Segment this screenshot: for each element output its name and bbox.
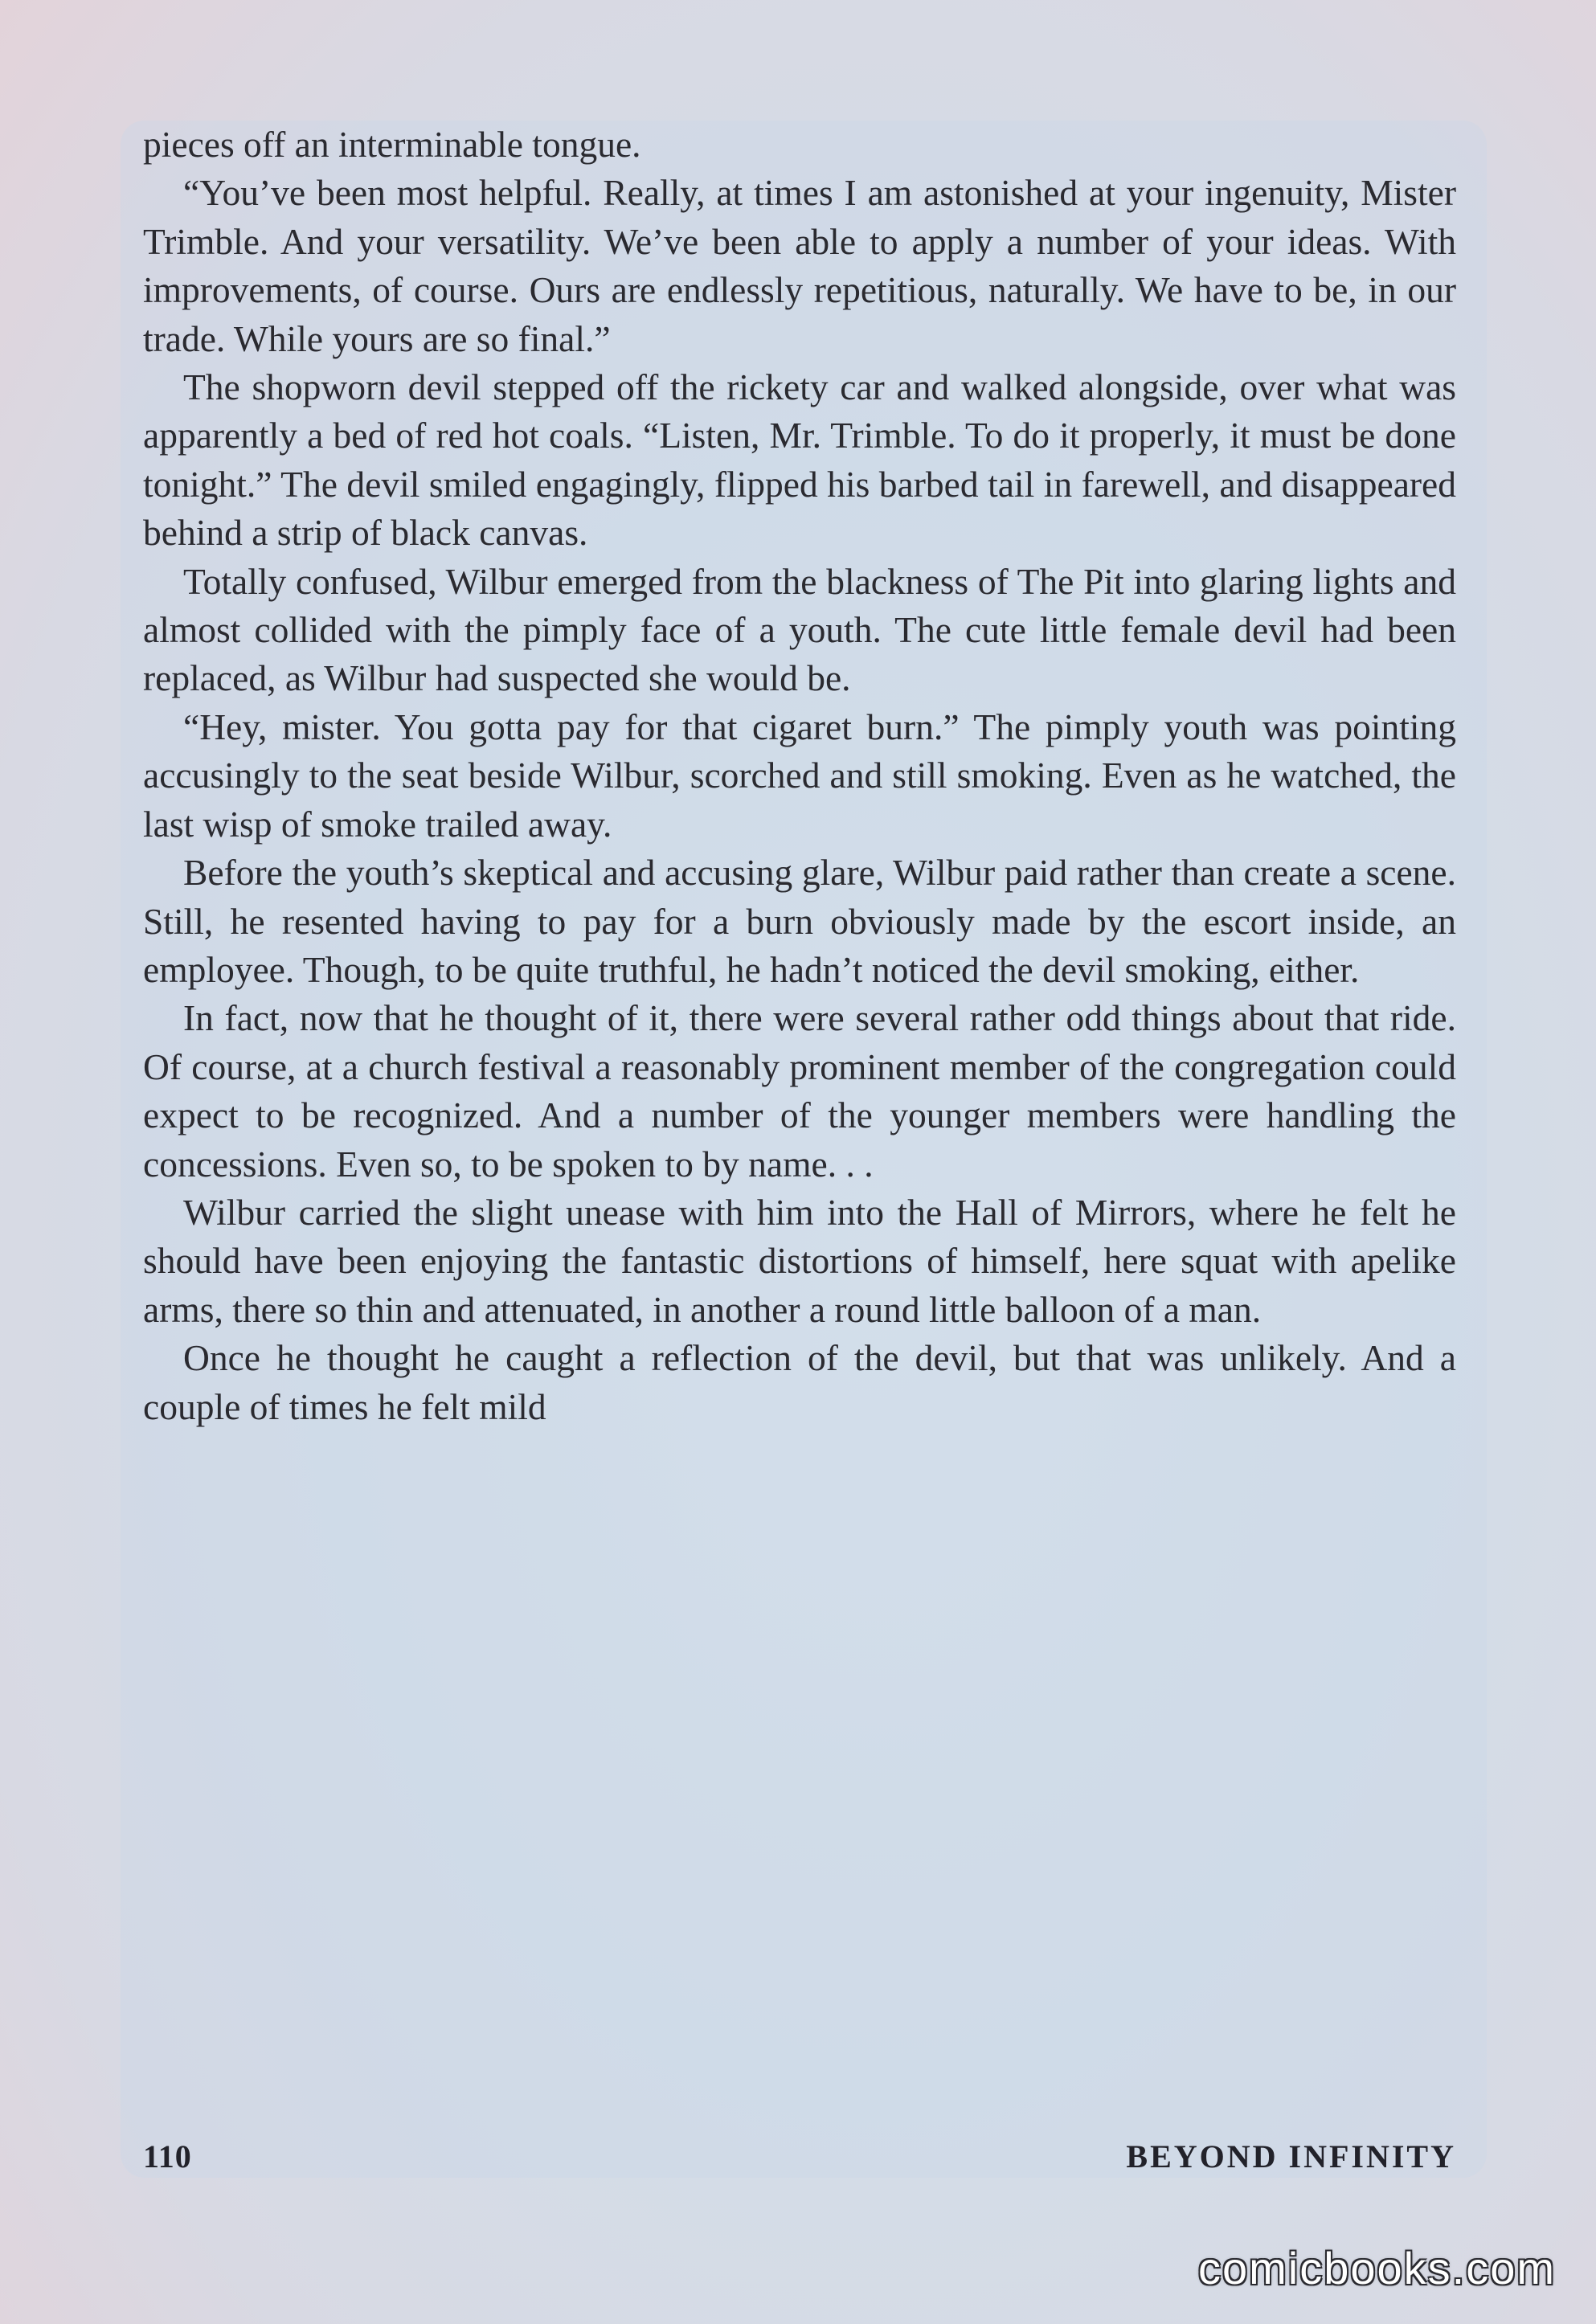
page-number: 110: [143, 2138, 192, 2175]
paragraph: The shopworn devil stepped off the rickety car and walked alongside, over what was apparently a bed of red hot coals. “Listen, Mr. Trimble. To do it properly, it must be done tonight.” The devil smiled engagingly, flipped his barbed tail in farewell, and disappeared behind a strip of black canvas.: [143, 366, 1456, 554]
paragraph: “You’ve been most helpful. Really, at times I am astonished at your ingenuity, Mister Trimble. And your versatility. We’ve been able to apply a number of your ideas. With improvements, of course. Ours are endlessly repetitious, naturally. We have to be, in our trade. While yours are so final.”: [143, 172, 1456, 359]
paragraph: Before the youth’s skeptical and accusing glare, Wilbur paid rather than create a scene. Still, he resented having to pay for a burn obviously made by the escort inside, an employee. Though, to be quite truthful, he hadn’t noticed the devil smoking, either.: [143, 852, 1456, 990]
paragraph: Wilbur carried the slight unease with him into the Hall of Mirrors, where he felt he should have been enjoying the fantastic distortions of himself, here squat with apelike arms, there so thin and attenuated, in another a round little balloon of a man.: [143, 1191, 1456, 1330]
paragraph: Totally confused, Wilbur emerged from the blackness of The Pit into glaring lights and almost collided with the pimply face of a youth. The cute little female devil had been replaced, as Wilbur had suspected she would be.: [143, 560, 1456, 699]
story-text: [143, 121, 1456, 1431]
site-watermark: comicbooks.com: [1197, 2243, 1556, 2293]
paragraph: Once he thought he caught a reflection of the devil, but that was unlikely. And a couple of times he felt mild: [143, 1337, 1456, 1427]
page-footer: [143, 2138, 1456, 2186]
magazine-title: BEYOND INFINITY: [1126, 2138, 1456, 2175]
paragraph: “Hey, mister. You gotta pay for that cigaret burn.” The pimply youth was pointing accusingly to the seat beside Wilbur, scorched and still smoking. Even as he watched, the last wisp of smoke trailed away.: [143, 706, 1456, 845]
paragraph: In fact, now that he thought of it, there were several rather odd things about that ride. Of course, at a church festival a reasonably prominent member of the congregation could expect to be recognized. And a number of the younger members were handling the concessions. Even so, to be spoken to by name. . .: [143, 997, 1456, 1185]
paragraph: pieces off an interminable tongue.: [143, 124, 641, 165]
